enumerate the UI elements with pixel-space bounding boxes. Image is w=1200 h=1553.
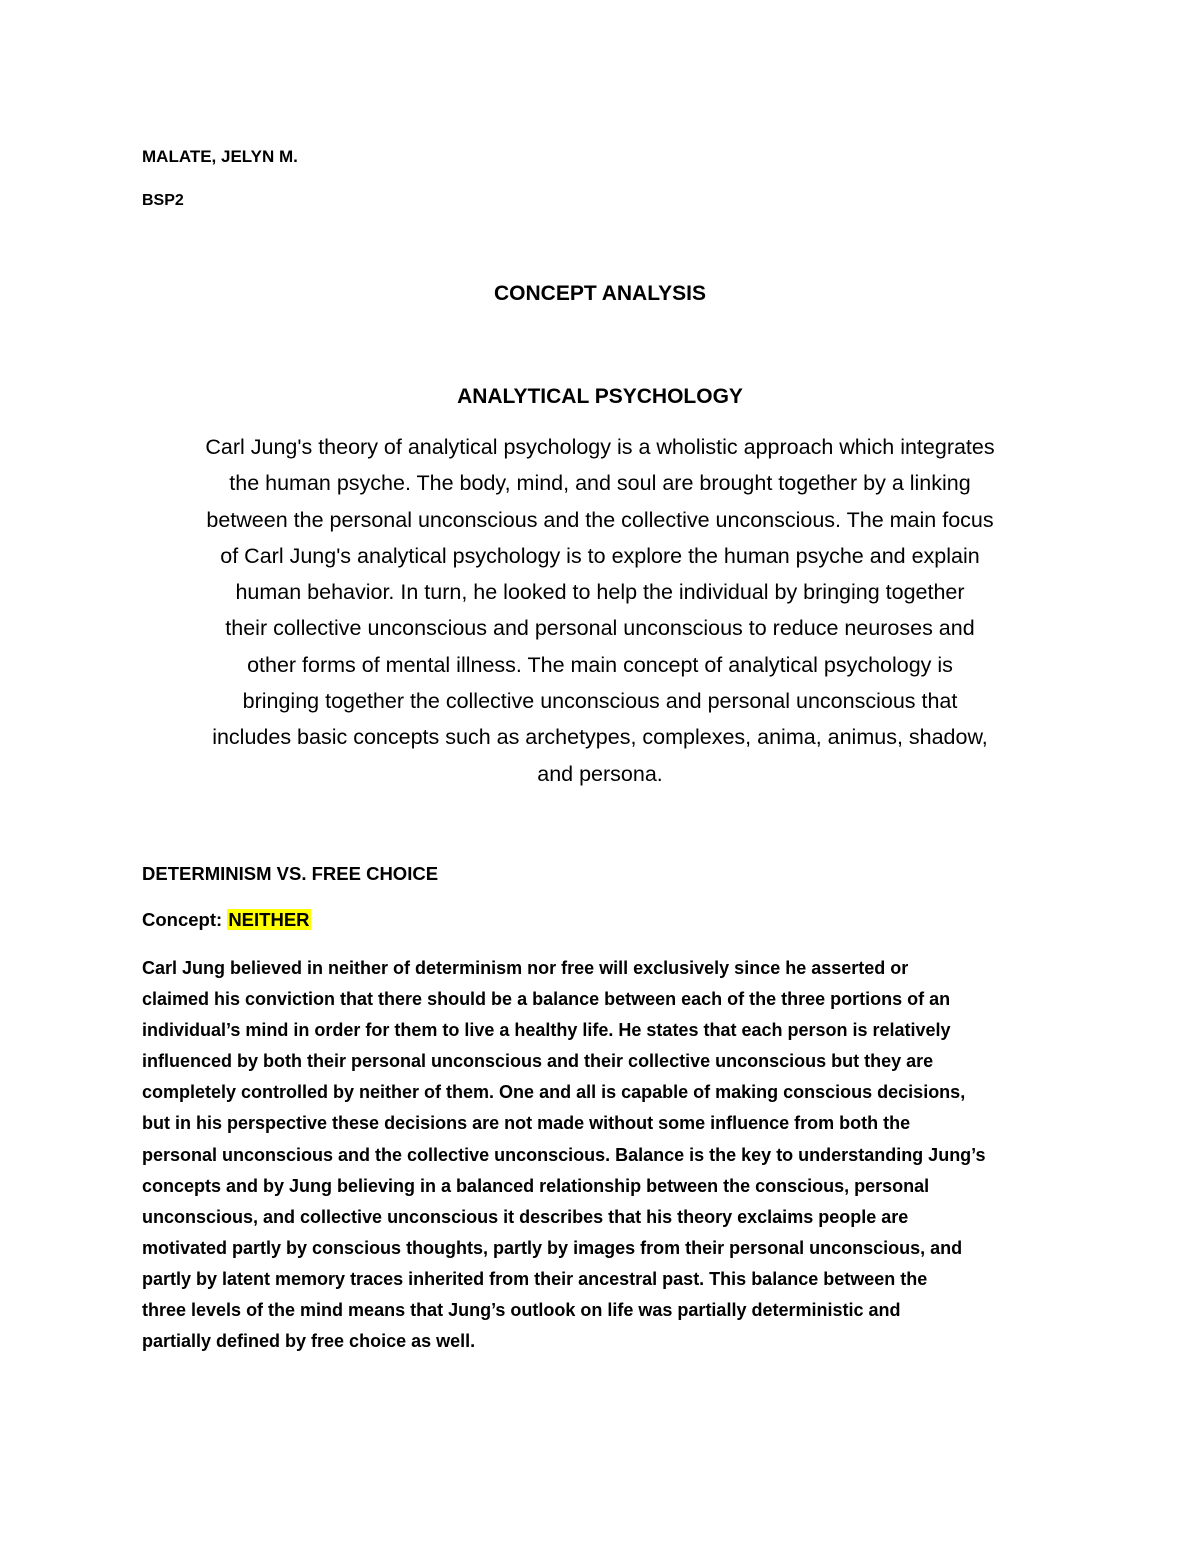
intro-line: the human psyche. The body, mind, and soul are brought together by a linking <box>229 471 971 496</box>
section-heading: DETERMINISM VS. FREE CHOICE <box>142 863 439 884</box>
author-name: MALATE, JELYN M. <box>142 147 298 166</box>
concept-line <box>142 906 311 934</box>
intro-line: other forms of mental illness. The main concept of analytical psychology is <box>247 652 953 677</box>
document-title: CONCEPT ANALYSIS <box>494 282 706 305</box>
body-line: influenced by both their personal unconscious and their collective unconscious but they are <box>142 1051 934 1072</box>
body-line: claimed his conviction that there should be a balance between each of the three portions of an <box>142 989 951 1010</box>
body-line: but in his perspective these decisions are not made without some influence from both the <box>142 1113 911 1134</box>
intro-line: Carl Jung's theory of analytical psychology is a wholistic approach which integrates <box>205 435 995 459</box>
body-line: three levels of the mind means that Jung’s outlook on life was partially deterministic and <box>142 1300 901 1321</box>
class-section: BSP2 <box>142 192 184 209</box>
intro-line: between the personal unconscious and the collective unconscious. The main focus <box>206 507 994 532</box>
concept-value-highlight: NEITHER <box>228 909 310 930</box>
body-line: concepts and by Jung believing in a balanced relationship between the conscious, personal <box>142 1175 930 1196</box>
intro-line: of Carl Jung's analytical psychology is to explore the human psyche and explain <box>220 543 980 568</box>
intro-line: includes basic concepts such as archetypes, complexes, anima, animus, shadow, <box>212 725 988 750</box>
concept-label: Concept: <box>142 909 228 930</box>
topic-title: ANALYTICAL PSYCHOLOGY <box>457 385 743 408</box>
body-line: unconscious, and collective unconscious it describes that his theory exclaims people are <box>142 1206 909 1227</box>
body-line: completely controlled by neither of them. One and all is capable of making conscious decisions, <box>142 1082 966 1103</box>
intro-line: human behavior. In turn, he looked to help the individual by bringing together <box>235 580 965 605</box>
intro-line: bringing together the collective unconscious and personal unconscious that <box>242 689 958 714</box>
body-line: Carl Jung believed in neither of determinism nor free will exclusively since he asserted or <box>142 958 909 978</box>
intro-line: and persona. <box>537 761 663 786</box>
body-line: personal unconscious and the collective unconscious. Balance is the key to understanding Jung’s <box>142 1144 986 1165</box>
body-line: individual’s mind in order for them to live a healthy life. He states that each person is relatively <box>142 1020 951 1041</box>
intro-line: their collective unconscious and personal unconscious to reduce neuroses and <box>225 616 975 641</box>
body-line: partly by latent memory traces inherited from their ancestral past. This balance between the <box>142 1268 928 1289</box>
body-line: motivated partly by conscious thoughts, partly by images from their personal unconscious, and <box>142 1237 963 1258</box>
body-line: partially defined by free choice as well. <box>142 1331 476 1352</box>
intro-paragraph <box>136 429 1064 792</box>
section-body-paragraph <box>142 953 1082 1357</box>
